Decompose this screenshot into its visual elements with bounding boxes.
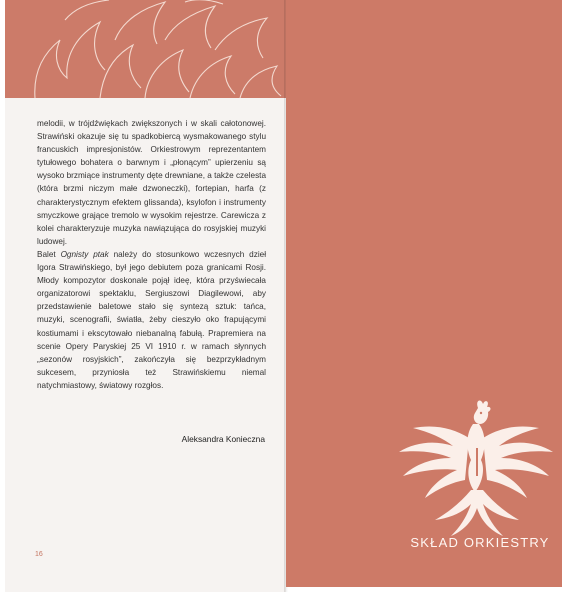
essay-paragraph-1: melodii, w trójdźwiękach zwiększonych i w skali całotonowej. Strawiński okazuje się tu spadkobiercą wysmakowanego stylu francuskich impresjonistów. Orkiestrowym reprezentantem tytułowego bohatera o barwnym i „płonącym” upierzeniu są wysoko brzmiące instrumenty dęte drewniane, a także czelesta (która brzmi niczym małe dzwoneczki), fortepian, harfa (z charakterystycznym efektem glissanda), ksylofon i instrumenty smyczkowe grające tremolo w wysokim rejestrze. Carewicza z kolei charakteryzuje muzyka nawiązująca do rosyjskiej muzyki ludowej.: [37, 119, 266, 246]
ballet-title: Ognisty ptak: [60, 249, 109, 259]
left-page-header-band: [5, 0, 286, 98]
author-name: Aleksandra Konieczna: [181, 434, 265, 444]
section-title: SKŁAD ORKIESTRY: [410, 535, 550, 550]
left-page: [5, 0, 286, 592]
essay-text: [37, 117, 266, 392]
firebird-logo: [395, 398, 557, 538]
flame-outline-decoration: [5, 0, 286, 98]
essay-paragraph-2-prefix: Balet: [37, 249, 61, 259]
page-number: 16: [35, 551, 43, 558]
essay-paragraph-2: [37, 248, 266, 392]
essay-paragraph-2-rest: należy do stosunkowo wczesnych dzieł Igora Strawińskiego, był jego debiutem poza granicami Rosji. Młody kompozytor doskonale pojął ideę, która przyświecała organizatorowi spektaklu, Sergiuszowi Diagilewowi, aby przedstawienie baletowe stało się syntezą sztuk: tańca, muzyki, scenografii, światła, żeby cieszyło oko frapującymi kostiumami i ekscytowało niebanalną fabułą. Prapremiera na scenie Opery Paryskiej 25 VI 1910 r. w ramach słynnych „sezonów rosyjskich”, zakończyła się bezprzykładnym sukcesem, przyniosła też Strawińskiemu niemal natychmiastowy, światowy rozgłos.: [37, 249, 267, 390]
